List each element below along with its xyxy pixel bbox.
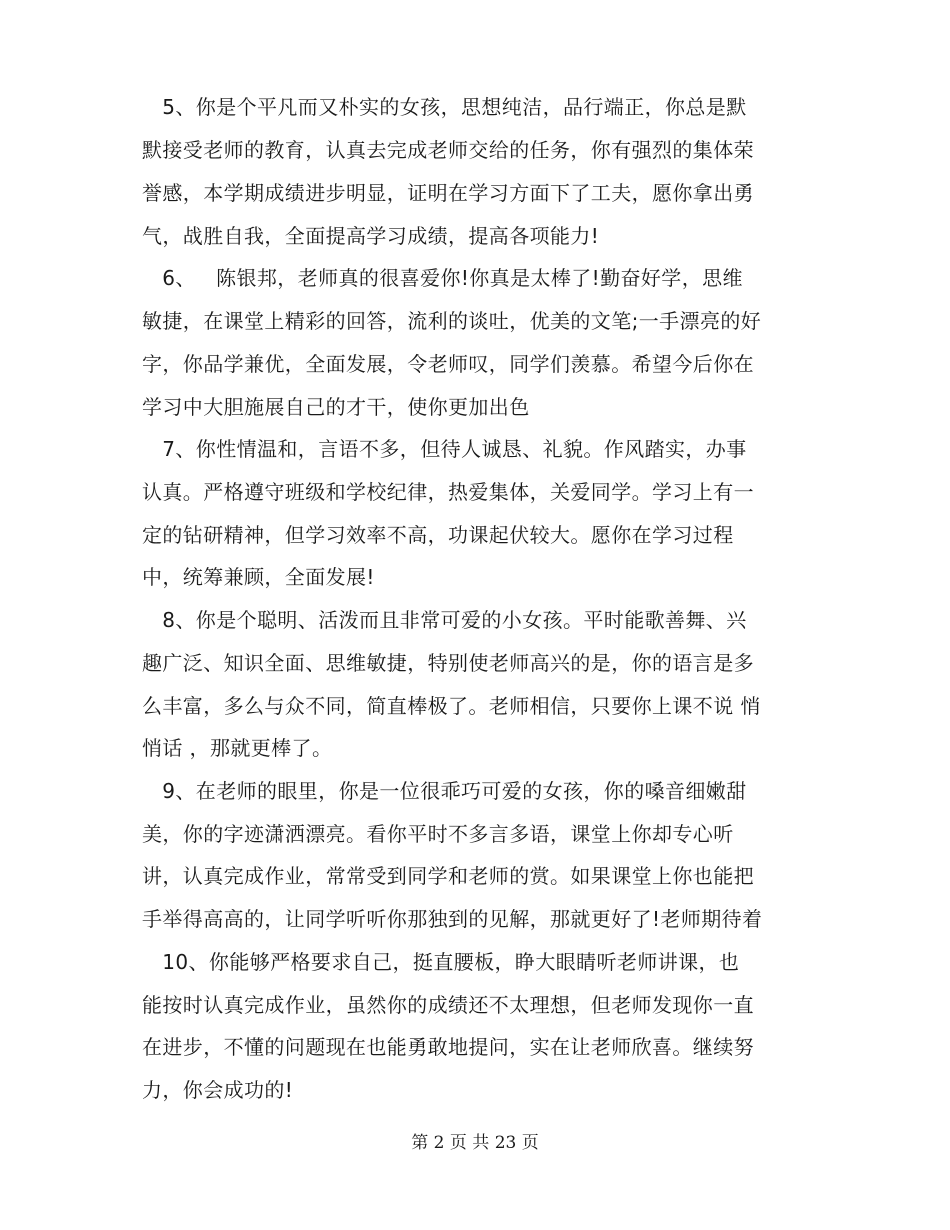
text-line: 认真。严格遵守班级和学校纪律，热爱集体，关爱同学。学习上有一	[142, 480, 754, 504]
text-line: 美，你的字迹潇洒漂亮。看你平时不多言多语，课堂上你却专心听	[142, 822, 734, 846]
text-line: 力，你会成功的!	[142, 1078, 294, 1102]
text-line: 字，你品学兼优，全面发展，令老师叹，同学们羡慕。希望今后你在	[142, 352, 754, 376]
text-line: 手举得高高的，让同学听听你那独到的见解，那就更好了!老师期待着	[142, 907, 763, 931]
text-line: 誉感，本学期成绩进步明显，证明在学习方面下了工夫，愿你拿出勇	[142, 181, 754, 205]
text-line: 中，统筹兼顾，全面发展!	[142, 565, 375, 589]
text-line: 能按时认真完成作业，虽然你的成绩还不太理想，但老师发现你一直	[142, 993, 754, 1017]
text-line: 讲，认真完成作业，常常受到同学和老师的赏。如果课堂上你也能把	[142, 864, 754, 888]
text-line: 气，战胜自我，全面提高学习成绩，提高各项能力!	[142, 224, 600, 248]
text-line: 定的钻研精神，但学习效率不高，功课起伏较大。愿你在学习过程	[142, 523, 734, 547]
text-line: 趣广泛、知识全面、思维敏捷，特别使老师高兴的是，你的语言是多	[142, 651, 754, 675]
text-line: 在进步，不懂的问题现在也能勇敢地提问，实在让老师欣喜。继续努	[142, 1035, 754, 1059]
text-line: 8、你是个聪明、活泼而且非常可爱的小女孩。平时能歌善舞、兴	[142, 608, 747, 632]
text-line: 5、你是个平凡而又朴实的女孩，思想纯洁，品行端正，你总是默	[142, 95, 747, 119]
text-line: 学习中大胆施展自己的才干，使你更加出色	[142, 395, 530, 419]
text-line: 10、你能够严格要求自己，挺直腰板，睁大眼睛听老师讲课，也	[142, 950, 740, 974]
text-line: 敏捷，在课堂上精彩的回答，流利的谈吐，优美的文笔;一手漂亮的好	[142, 309, 762, 333]
text-line: 默接受老师的教育，认真去完成老师交给的任务，你有强烈的集体荣	[142, 138, 754, 162]
text-line: 悄话 ，那就更棒了。	[142, 736, 333, 760]
text-line: 9、在老师的眼里，你是一位很乖巧可爱的女孩，你的嗓音细嫩甜	[142, 779, 747, 803]
text-line: 么丰富，多么与众不同，简直棒极了。老师相信，只要你上课不说 悄	[142, 694, 761, 718]
text-line: 7、你性情温和，言语不多，但待人诚恳、礼貌。作风踏实，办事	[142, 437, 747, 461]
text-line: 6、 陈银邦，老师真的很喜爱你!你真是太棒了!勤奋好学，思维	[142, 266, 743, 290]
page-number-footer: 第 2 页 共 23 页	[411, 1133, 539, 1153]
